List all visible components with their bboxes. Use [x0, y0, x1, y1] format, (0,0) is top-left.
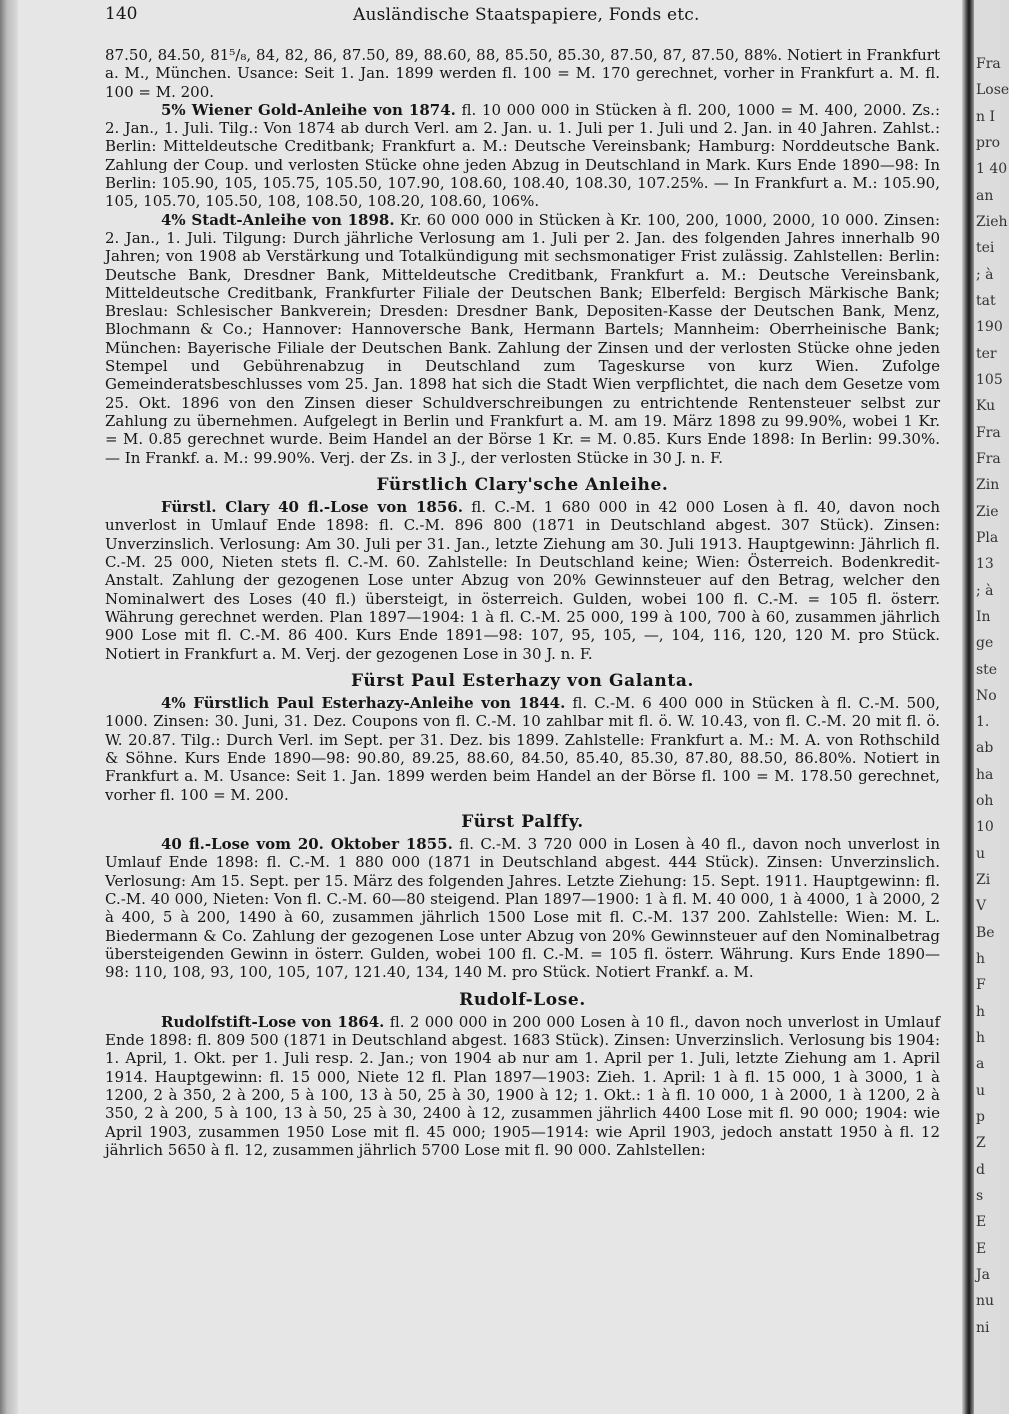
entry-text: fl. C.-M. 3 720 000 in Losen à 40 fl., davon noch unverlost in Umlauf Ende 1898: fl. C.-M. 1 880 000 (1871 in Deutschland abgest. 444 Stück). Zinsen: Unverzinslich. Verlosung: Am 15. Sept. per 15. März des folgenden Jahres. Letzte Ziehung: 15. Sept. 1911. Hauptgewinn: fl. C.-M. 40 000, Nieten: Von fl. C.-M. 60—80 steigend. Plan 1897—1900: 1 à fl. M. 40 000, 1 à 4000, 1 à 2000, 2 à 400, 5 à 200, 1490 à 60, zusammen jährlich 1500 Lose mit fl. C.-M. 137 200. Zahlstelle: Wien: M. L. Biedermann & Co. Zahlung der gezogenen Lose unter Abzug von 20% Gewinnsteuer auf den Nominalbetrag übersteigenden Gewinn in österr. Gulden, wobei 100 fl. C.-M. = 105 fl. österr. Währung. Kurs Ende 1890—98: 110, 108, 93, 100, 105, 107, 121.40, 134, 140 M. pro Stück. Notiert Frankf. a. M.	[105, 835, 940, 982]
section-heading-clary: Fürstlich Clary'sche Anleihe.	[376, 474, 669, 495]
adjacent-page-fragment: Fra	[976, 56, 1001, 72]
adjacent-page-fragment: Zi	[976, 872, 991, 889]
adjacent-page-fragment: Ku	[976, 398, 996, 415]
entry-lead: 40 fl.-Lose vom 20. Oktober 1855.	[161, 835, 453, 854]
section-heading-palffy: Fürst Palffy.	[461, 811, 584, 832]
page-left-edge	[0, 0, 18, 1414]
adjacent-page-fragment: d	[976, 1161, 985, 1178]
adjacent-page-fragment: Lose	[976, 82, 1009, 99]
adjacent-page-fragment: Be	[976, 924, 995, 941]
adjacent-page-fragment: u	[976, 1082, 986, 1099]
adjacent-page-fragment: tei	[976, 240, 995, 257]
adjacent-page-fragment: F	[976, 977, 986, 994]
entry-esterhazy-anleihe	[105, 694, 940, 804]
adjacent-page-fragment: pro	[976, 134, 1001, 151]
adjacent-page-fragment: 1.	[976, 714, 990, 731]
adjacent-page-fragment: Zie	[976, 503, 999, 520]
entry-clary-lose	[105, 498, 940, 663]
entry-text: Kr. 60 000 000 in Stücken à Kr. 100, 200, 1000, 2000, 10 000. Zinsen: 2. Jan., 1. Juli. Tilgung: Durch jährliche Verlosung am 1. Juli per 2. Jan. des folgenden Jahres innerhalb 90 Jahren; von 1908 ab Verstärkung und Totalkündigung mit sechsmonatiger Frist zulässig. Zahlstellen: Berlin: Deutsche Bank, Dresdner Bank, Mitteldeutsche Creditbank, Frankfurt a. M.: Deutsche Vereinsbank, Mitteldeutsche Creditbank, Frankfurter Filiale der Deutschen Bank; Elberfeld: Bergisch Märkische Bank; Breslau: Schlesischer Bankverein; Dresden: Dresdner Bank, Depositen-Kasse der Deutschen Bank, Menz, Blochmann & Co.; Hannover: Hannoversche Bank, Hermann Bartels; Mannheim: Oberrheinische Bank; München: Bayerische Filiale der Deutschen Bank. Zahlung der Zinsen und der verlosten Stücke ohne jeden Stempel und Gebührenabzug in Deutschland zum Tageskurse von kurz Wien. Zufolge Gemeinderatsbeschlusses vom 25. Jan. 1898 hat sich die Stadt Wien verpflichtet, die nach dem Gesetze vom 25. Okt. 1896 von den Zinsen dieser Schuldverschreibungen zu entrichtende Rentensteuer selbst zur Zahlung zu übernehmen. Aufgelegt in Berlin und Frankfurt a. M. am 19. März 1898 zu 99.90%, wobei 1 Kr. = M. 0.85 gerechnet wurde. Beim Handel an der Börse 1 Kr. = M. 0.85. Kurs Ende 1898: In Berlin: 99.30%. — In Frankf. a. M.: 99.90%. Verj. der Zs. in 3 J., der verlosten Stücke in 30 J. n. F.	[105, 210, 940, 467]
page-number: 140	[105, 4, 138, 24]
adjacent-page-fragment: ter	[976, 345, 997, 362]
adjacent-page-fragment: In	[976, 608, 991, 625]
adjacent-page-fragment: ab	[976, 740, 994, 757]
adjacent-page-fragment: Zieh	[976, 213, 1008, 230]
entry-text: fl. 10 000 000 in Stücken à fl. 200, 1000 = M. 400, 2000. Zs.: 2. Jan., 1. Juli. Tilg.: Von 1874 ab durch Verl. am 2. Jan. u. 1. Juli per 1. Juli und 2. Jan. in 40 Jahren. Zahlst.: Berlin: Mitteldeutsche Creditbank; Frankfurt a. M.: Deutsche Vereinsbank; Hamburg: Norddeutsche Bank. Zahlung der Coup. und verlosten Stücke ohne jeden Abzug in Deutschland in Mark. Kurs Ende 1890—98: In Berlin: 105.90, 105, 105.75, 105.50, 107.90, 108.60, 108.40, 108.30, 107.25%. — In Frankfurt a. M.: 105.90, 105, 105.70, 105.50, 108, 108.50, 108.20, 108.60, 106%.	[105, 100, 940, 211]
entry-lead: 4% Stadt-Anleihe von 1898.	[161, 210, 395, 229]
book-gutter	[962, 0, 974, 1414]
adjacent-page-strip	[974, 0, 1009, 1414]
entry-lead: Rudolfstift-Lose von 1864.	[161, 1012, 385, 1031]
adjacent-page-fragment: tat	[976, 292, 996, 309]
entry-text: fl. C.-M. 6 400 000 in Stücken à fl. C.-M. 500, 1000. Zinsen: 30. Juni, 31. Dez. Coupons von fl. C.-M. 10 zahlbar mit fl. ö. W. 10.43, von fl. C.-M. 20 mit fl. ö. W. 20.87. Tilg.: Durch Verl. im Sept. per 31. Dez. bis 1899. Zahlstelle: Frankfurt a. M.: M. A. von Rothschild & Söhne. Kurs Ende 1890—98: 90.80, 89.25, 88.60, 84.50, 85.40, 85.30, 87.80, 88.50, 86.80%. Notiert in Frankfurt a. M. Usance: Seit 1. Jan. 1899 werden beim Handel an der Börse fl. 100 = M. 178.50 gerechnet, vorher fl. 100 = M. 200.	[105, 694, 941, 804]
adjacent-page-fragment: ; à	[976, 582, 994, 599]
adjacent-page-fragment: Z	[976, 1135, 986, 1152]
adjacent-page-fragment: 1 40	[976, 161, 1008, 178]
entry-text: fl. 2 000 000 in 200 000 Losen à 10 fl., davon noch unverlost in Umlauf Ende 1898: fl. 809 500 (1871 in Deutschland abgest. 1683 Stück). Zinsen: Unverzinslich. Verlosung bis 1904: 1. April, 1. Okt. per 1. Juli resp. 2. Jan.; von 1904 ab nur am 1. April per 1. Juli, letzte Ziehung am 1. April 1914. Hauptgewinn: fl. 15 000, Niete 12 fl. Plan 1897—1903: Zieh. 1. April: 1 à fl. 15 000, 1 à 3000, 1 à 1200, 2 à 350, 2 à 200, 5 à 100, 13 à 50, 25 à 30, 1900 à 12; 1. Okt.: 1 à fl. 10 000, 1 à 2000, 1 à 1200, 2 à 350, 2 à 200, 5 à 100, 13 à 50, 25 à 30, 2400 à 12, zusammen jährlich 4400 Lose mit fl. 90 000; 1904: wie April 1903, zusammen 1950 Lose mit fl. 45 000; 1905—1914: wie April 1903, jedoch anstatt 1950 à fl. 12 jährlich 5650 à fl. 12, zusammen jährlich 5700 Lose mit fl. 90 000. Zahlstellen:	[105, 1012, 940, 1159]
adjacent-page-fragment: ste	[976, 661, 998, 678]
adjacent-page-fragment: E	[976, 1240, 987, 1257]
running-head	[105, 4, 945, 30]
adjacent-page-fragment: 190	[976, 319, 1003, 336]
adjacent-page-fragment: h	[976, 951, 986, 968]
adjacent-page-fragment: ge	[976, 635, 994, 652]
entry-text: 87.50, 84.50, 81⁵/₈, 84, 82, 86, 87.50, 89, 88.60, 88, 85.50, 85.30, 87.50, 87, 87.50, 88%. Notiert in Frankfurt a. M., München. Usance: Seit 1. Jan. 1899 werden fl. 100 = M. 170 gerechnet, vorher in Frankfurt a. M. fl. 100 = M. 200.	[105, 46, 940, 101]
adjacent-page-fragment: E	[976, 1214, 987, 1231]
adjacent-page-fragment: V	[976, 898, 987, 915]
running-title: Ausländische Staatspapiere, Fonds etc.	[353, 5, 700, 25]
adjacent-page-fragment: Pla	[976, 529, 999, 546]
continuation-paragraph	[105, 46, 940, 101]
entry-stadt-anleihe-1898	[105, 211, 940, 467]
entry-lead: Fürstl. Clary 40 fl.-Lose von 1856.	[161, 498, 463, 517]
adjacent-page-fragment: u	[976, 845, 986, 862]
section-heading-rudolf: Rudolf-Lose.	[459, 989, 586, 1010]
adjacent-page-fragment: 13	[976, 556, 994, 573]
adjacent-page-fragment: p	[976, 1109, 985, 1126]
section-heading-esterhazy: Fürst Paul Esterhazy von Galanta.	[351, 670, 694, 691]
adjacent-page-fragment: ha	[976, 766, 994, 783]
adjacent-page-fragment: an	[976, 187, 994, 204]
adjacent-page-fragment: s	[976, 1188, 984, 1205]
adjacent-page-fragment: ni	[976, 1319, 990, 1336]
entry-lead: 5% Wiener Gold-Anleihe von 1874.	[161, 100, 456, 119]
adjacent-page-fragment: oh	[976, 793, 994, 810]
adjacent-page-fragment: ; à	[976, 266, 994, 283]
entry-lead: 4% Fürstlich Paul Esterhazy-Anleihe von 1844.	[161, 694, 566, 713]
adjacent-page-fragment: Ja	[976, 1267, 990, 1284]
entry-wiener-gold-anleihe	[105, 101, 940, 211]
adjacent-page-fragment: h	[976, 1003, 986, 1020]
adjacent-page-fragment: h	[976, 1030, 986, 1047]
adjacent-page-fragment: Fra	[976, 450, 1001, 467]
adjacent-page-fragment: 10	[976, 819, 994, 836]
adjacent-page-fragment: nu	[976, 1293, 995, 1310]
body-text	[105, 46, 940, 1159]
adjacent-page-fragment: n I	[976, 108, 995, 125]
adjacent-page-fragment: 105	[976, 371, 1003, 388]
adjacent-page-fragment: a	[976, 1056, 985, 1073]
entry-rudolfstift-lose	[105, 1013, 940, 1159]
entry-text: fl. C.-M. 1 680 000 in 42 000 Losen à fl. 40, davon noch unverlost in Umlauf Ende 1898: fl. C.-M. 896 800 (1871 in Deutschland abgest. 307 Stück). Zinsen: Unverzinslich. Verlosung: Am 30. Juli per 31. Jan., letzte Ziehung am 30. Juli 1913. Hauptgewinn: Jährlich fl. C.-M. 25 000, Nieten stets fl. C.-M. 60. Zahlstelle: In Deutschland keine; Wien: Österreich. Bodenkredit-Anstalt. Zahlung der gezogenen Lose unter Abzug von 20% Gewinnsteuer auf den Betrag, welcher den Nominalwert des Loses (40 fl.) übersteigt, in österreich. Gulden, wobei 100 fl. C.-M. = 105 fl. österr. Währung gerechnet werden. Plan 1897—1904: 1 à fl. C.-M. 25 000, 199 à 100, 700 à 60, zusammen jährlich 900 Lose mit fl. C.-M. 86 400. Kurs Ende 1891—98: 107, 95, 105, —, 104, 116, 120, 120 M. pro Stück. Notiert in Frankfurt a. M. Verj. der gezogenen Lose in 30 J. n. F.	[105, 498, 940, 663]
adjacent-page-fragment: Fra	[976, 424, 1001, 441]
adjacent-page-fragment: Zin	[976, 477, 1000, 494]
entry-palffy-lose	[105, 835, 940, 981]
adjacent-page-fragment: No	[976, 687, 997, 704]
